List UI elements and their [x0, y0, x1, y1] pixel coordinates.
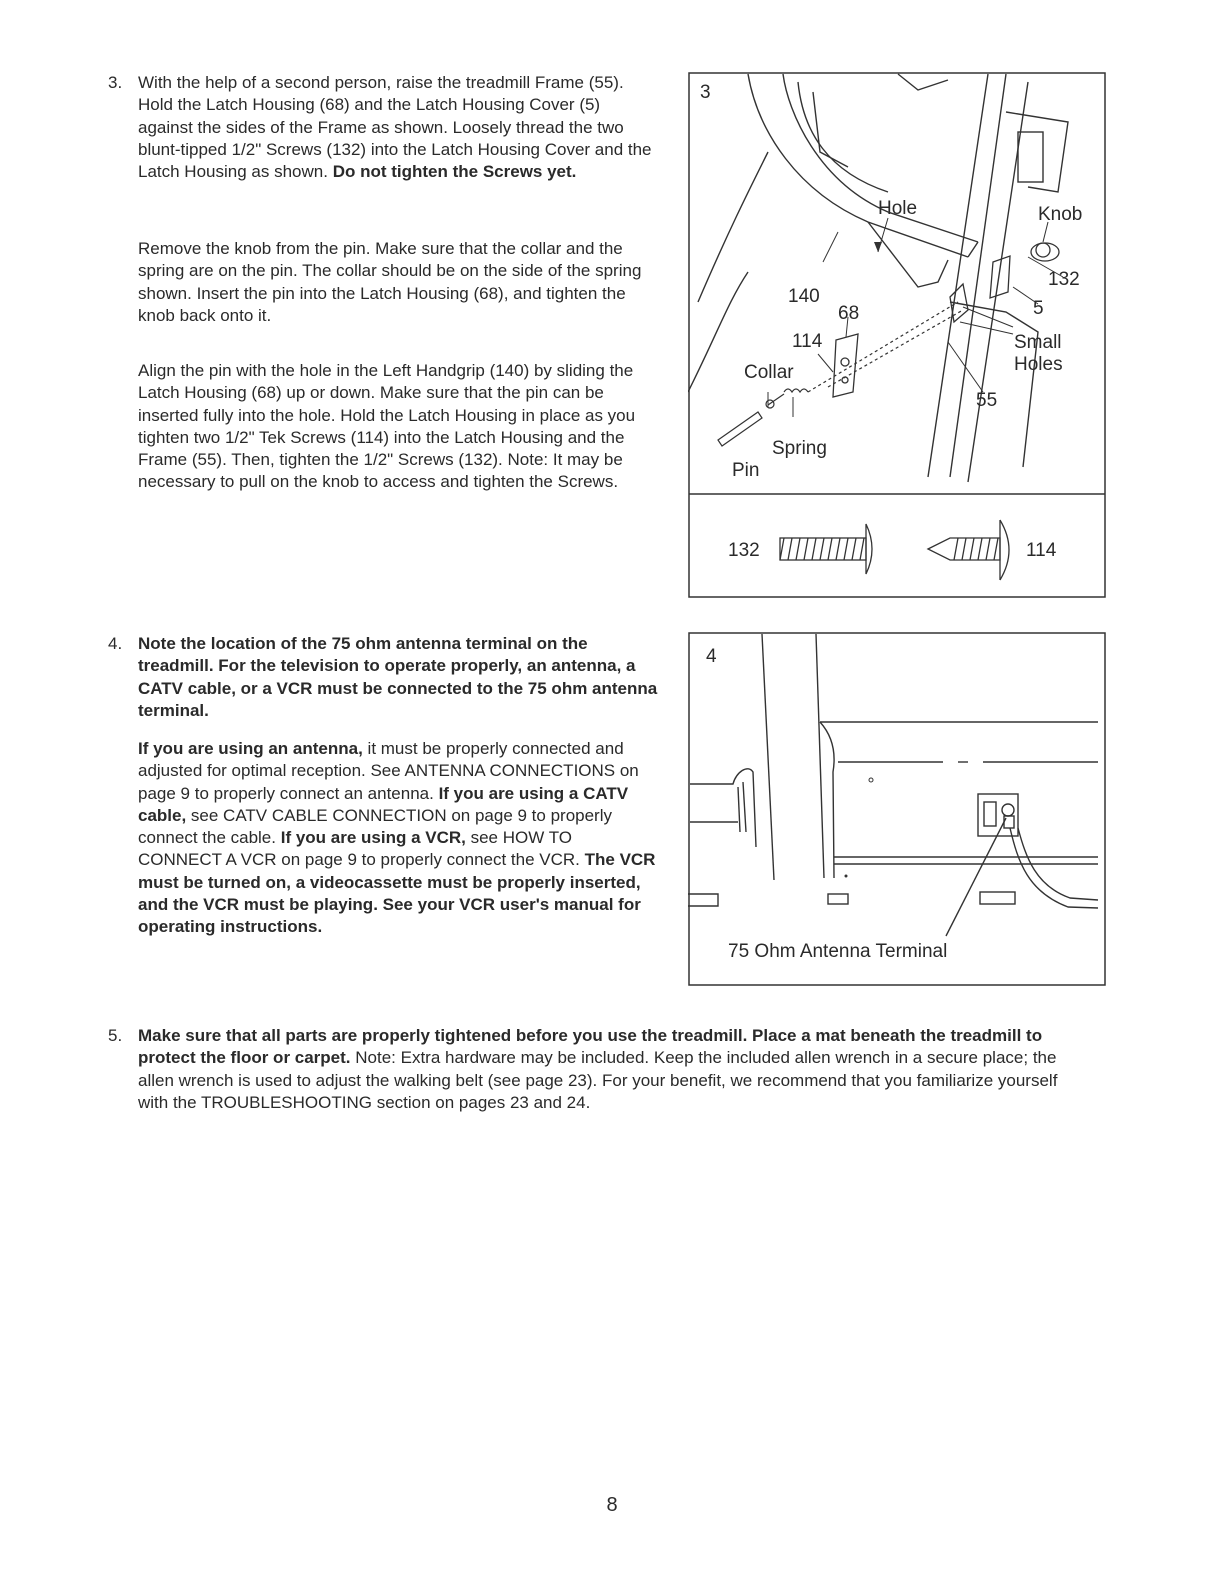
label-140: 140 [788, 286, 820, 307]
figure-4-antenna-terminal [688, 632, 1106, 986]
label-114: 114 [792, 331, 823, 352]
screw-114-illustration [928, 520, 1009, 580]
step-3-paragraph-3: Align the pin with the hole in the Left Handgrip (140) by sliding the Latch Housing (68) up or down. Make sure that the pin can be inserted fully into the hole. Hold the Latch Housing in place as you tighten two 1/2" Tek Screws (114) into the Latch Housing and the Frame (55). Then, tighten the 1/2" Screws (132). Note: It may be necessary to pull on the knob to access and tighten the Screws. [138, 361, 636, 492]
step-3-number: 3. [108, 73, 123, 92]
figure-3-number: 3 [700, 82, 711, 103]
label-55: 55 [976, 390, 998, 411]
step-4-antenna-lead: If you are using an antenna, [138, 739, 363, 758]
step-4-catv-text: see CATV CABLE CONNECTION on page 9 to properly connect the cable. [138, 805, 612, 848]
step-4-antenna-text: it must be properly connected and adjusted for optimal reception. See ANTENNA CONNECTIONS on page 9 to properly connect an antenna. [138, 739, 639, 803]
step-5-text: Note: Extra hardware may be included. Keep the included allen wrench in a secure place; the allen wrench is used to adjust the walking belt (see page 23). For your benefit, we recommend that you familiarize yourself with the TROUBLESHOOTING section on pages 23 and 24. [138, 1048, 1058, 1112]
step-5-warning: Make sure that all parts are properly tightened before you use the treadmill. Place a mat beneath the treadmill to protect the floor or carpet. [138, 1026, 1043, 1068]
figure-3-latch-assembly [688, 72, 1106, 598]
label-hole: Hole [878, 198, 918, 219]
step-3-paragraph-2: Remove the knob from the pin. Make sure that the collar and the spring are on the pin. The collar should be on the side of the spring shown. Insert the pin into the Latch Housing (68), and tighten the knob back onto it. [138, 239, 642, 325]
step-4-number: 4. [108, 634, 123, 653]
step-5-number: 5. [108, 1026, 123, 1045]
figure-4-number: 4 [706, 646, 717, 667]
step-4-catv-lead: If you are using a CATV cable, [138, 783, 629, 825]
step-4-paragraph-1: Note the location of the 75 ohm antenna terminal on the treadmill. For the television to operate properly, an antenna, a CATV cable, or a VCR must be connected to the 75 ohm antenna terminal. [138, 634, 658, 720]
screw-132-illustration [780, 524, 872, 574]
label-collar: Collar [744, 362, 794, 383]
label-132: 132 [1048, 269, 1080, 290]
figure-4-caption: 75 Ohm Antenna Terminal [728, 941, 948, 962]
step-5-paragraph [138, 1025, 1088, 1114]
label-68: 68 [838, 303, 860, 324]
label-holes: Holes [1014, 354, 1063, 375]
label-spring: Spring [772, 438, 827, 459]
step-4-vcr-warning: The VCR must be turned on, a videocassette must be properly inserted, and the VCR must be playing. See your VCR user's manual for operating instructions. [138, 850, 656, 937]
step-3-warning: Do not tighten the Screws yet. [332, 162, 577, 182]
step-3-paragraph-1 [138, 72, 658, 183]
label-small: Small [1014, 332, 1062, 353]
label-5: 5 [1033, 298, 1044, 319]
screw-132-label: 132 [728, 540, 760, 561]
label-knob: Knob [1038, 204, 1083, 225]
step-3-text: With the help of a second person, raise the treadmill Frame (55). Hold the Latch Housing (68) and the Latch Housing Cover (5) against the sides of the Frame as shown. Loosely thread the two blunt-tipped 1/2" Screws (132) into the Latch Housing Cover and the Latch Housing as shown. [138, 73, 652, 182]
step-4-vcr-text: see HOW TO CONNECT A VCR on page 9 to properly connect the VCR. [138, 828, 585, 870]
step-4-paragraph-2 [138, 738, 658, 939]
label-pin: Pin [732, 460, 760, 481]
page-number: 8 [606, 1494, 618, 1516]
step-4-vcr-lead: If you are using a VCR, [280, 828, 466, 848]
screw-114-label: 114 [1026, 540, 1057, 561]
